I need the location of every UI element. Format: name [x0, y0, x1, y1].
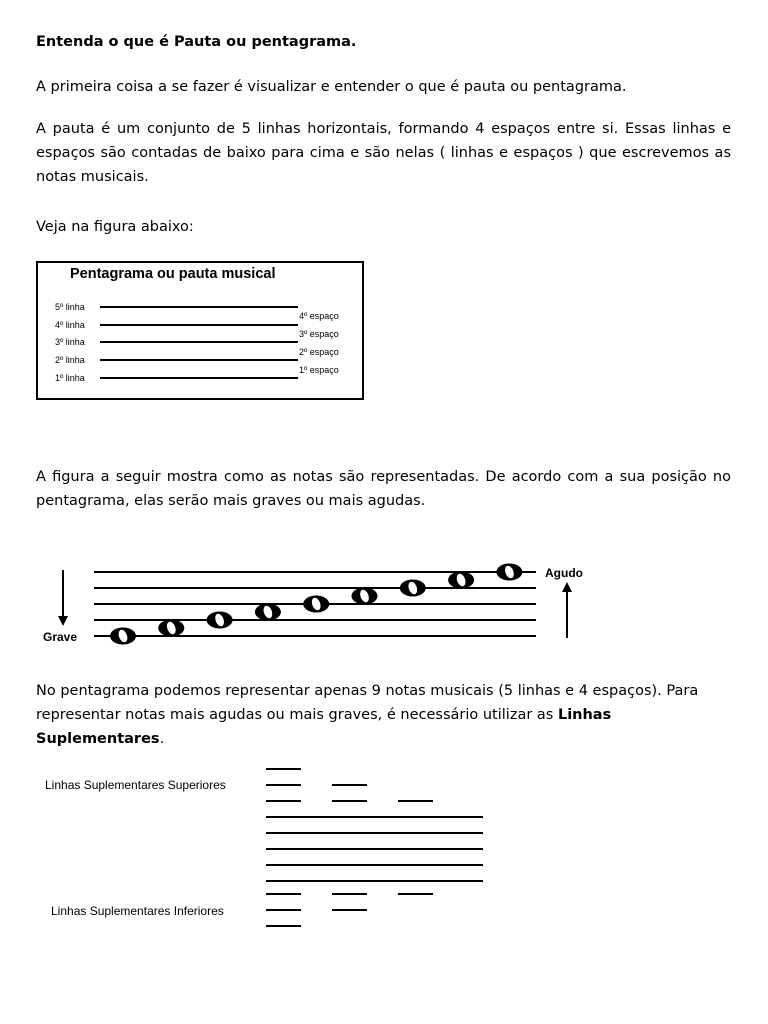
- upper-ledger-lines: [266, 769, 433, 801]
- paragraph-intro: A primeira coisa a se fazer é visualizar e entender o que é pauta ou pentagrama.: [36, 79, 627, 95]
- grave-label: Grave: [43, 630, 78, 644]
- whole-note: [400, 580, 426, 597]
- line-label-2: 2º linha: [55, 355, 85, 365]
- main-staff-lines: [266, 817, 483, 881]
- figure-title: Pentagrama ou pauta musical: [70, 266, 276, 282]
- whole-note: [158, 620, 184, 637]
- page-title: Entenda o que é Pauta ou pentagrama.: [36, 34, 357, 50]
- space-label-2: 2º espaço: [299, 347, 339, 357]
- lower-ledger-lines: [266, 894, 433, 926]
- whole-note: [352, 588, 378, 605]
- paragraph-notes-representation: A figura a seguir mostra como as notas são representadas. De acordo com a sua posição no pentagrama, elas serão mais graves ou mais agudas.: [36, 469, 731, 509]
- upper-ledger-label: Linhas Suplementares Superiores: [45, 778, 226, 792]
- space-label-4: 4º espaço: [299, 311, 339, 321]
- whole-note: [110, 628, 136, 645]
- lower-ledger-label: Linhas Suplementares Inferiores: [51, 904, 224, 918]
- ledger-text-end: .: [159, 731, 165, 747]
- line-label-3: 3º linha: [55, 337, 85, 347]
- line-label-4: 4º linha: [55, 320, 85, 330]
- paragraph-see-figure: Veja na figura abaixo:: [36, 219, 194, 235]
- space-label-1: 1º espaço: [299, 365, 339, 375]
- whole-note: [448, 572, 474, 589]
- whole-note: [496, 564, 522, 581]
- paragraph-pauta-definition: A pauta é um conjunto de 5 linhas horizontais, formando 4 espaços entre si. Essas linhas e espaços são contadas de baixo para cima e são nelas ( linhas e espaços ) que escrevemos as notas musicais.: [36, 121, 731, 185]
- staff-diagram-figure: [36, 261, 366, 401]
- notes-scale-figure: [36, 556, 596, 652]
- paragraph-ledger-lines: [36, 679, 736, 751]
- arrow-down-icon: [58, 570, 68, 626]
- space-label-3: 3º espaço: [299, 329, 339, 339]
- whole-note: [255, 604, 281, 621]
- ledger-lines-figure: [36, 760, 496, 935]
- ledger-bold-term: Linhas Suplementares: [36, 707, 612, 747]
- agudo-label: Agudo: [545, 566, 583, 580]
- whole-note: [303, 596, 329, 613]
- ledger-text: No pentagrama podemos representar apenas 9 notas musicais (5 linhas e 4 espaços). Para representar notas mais agudas ou mais graves, é necessário utilizar as: [36, 683, 699, 723]
- line-label-5: 5º linha: [55, 302, 85, 312]
- whole-note: [207, 612, 233, 629]
- arrow-up-icon: [562, 582, 572, 638]
- line-label-1: 1º linha: [55, 373, 85, 383]
